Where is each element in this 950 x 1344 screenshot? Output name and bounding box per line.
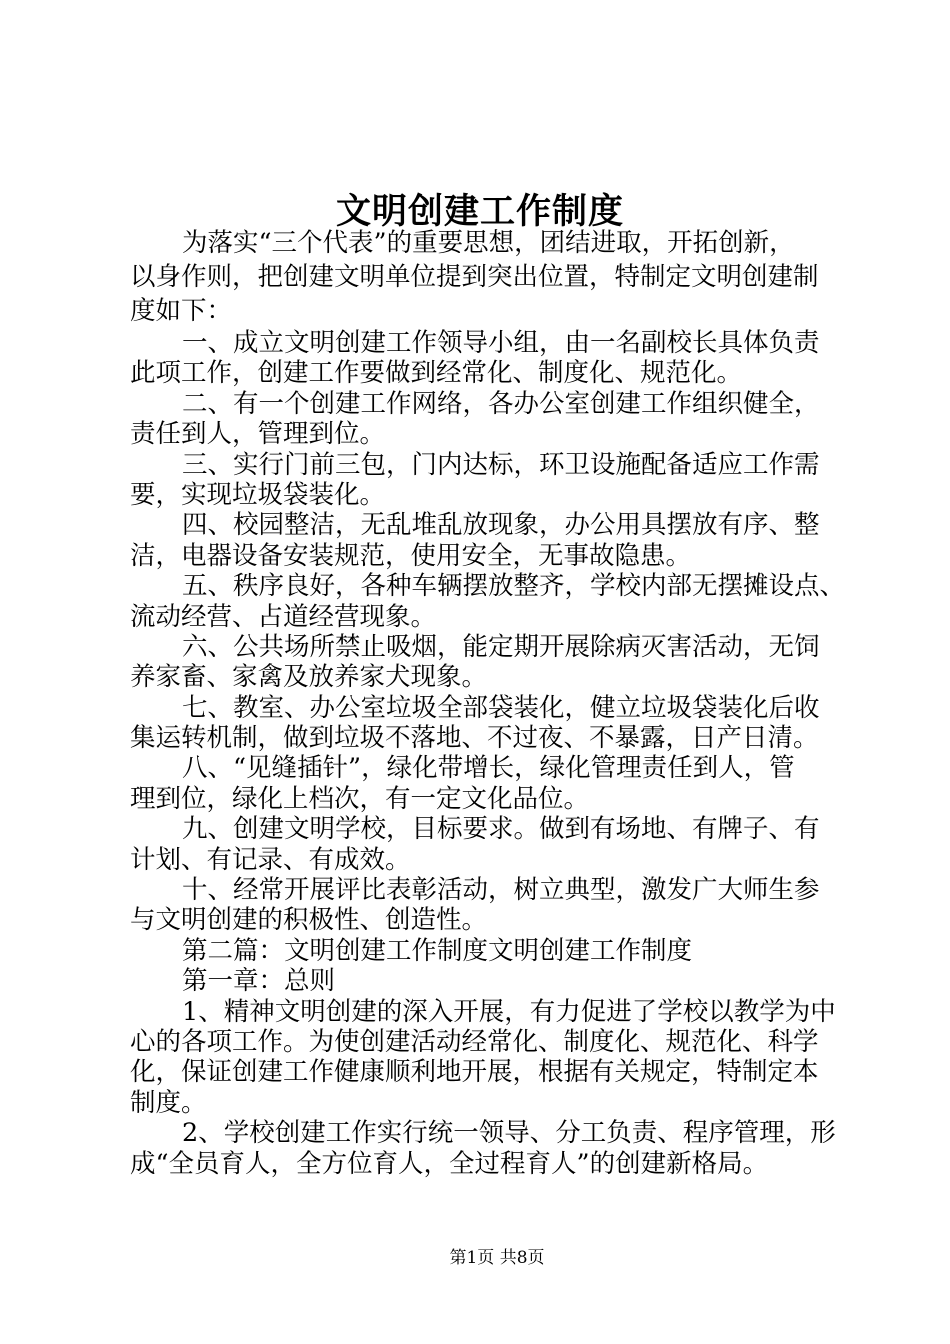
text-line: 养家畜、家禽及放养家犬现象。 (130, 662, 488, 693)
text-line: 洁，电器设备安装规范，使用安全，无事故隐患。 (130, 540, 692, 571)
text-line: 以身作则，把创建文明单位提到突出位置，特制定文明创建制 (130, 262, 819, 292)
paragraph (130, 510, 840, 571)
document-body (130, 226, 846, 1179)
paragraph (130, 632, 840, 693)
paragraph (130, 997, 840, 1119)
paragraph (130, 753, 840, 814)
text-line: 理到位，绿化上档次，有一定文化品位。 (130, 783, 590, 814)
text-line: 为落实“三个代表”的重要思想，团结进取，开拓创新， (182, 228, 795, 258)
text-line: 1、精神文明创建的深入开展，有力促进了学校以教学为中 (182, 996, 836, 1027)
text-line: 五、秩序良好，各种车辆摆放整齐，学校内部无摆摊设点、 (182, 571, 846, 602)
page-footer: 第1页 共8页 (449, 1248, 545, 1268)
text-line: 度如下： (130, 296, 233, 326)
text-line: 与文明创建的积极性、创造性。 (130, 905, 488, 936)
paragraph (130, 936, 840, 966)
text-line: 此项工作，创建工作要做到经常化、制度化、规范化。 (130, 358, 743, 389)
text-line: 四、校园整洁，无乱堆乱放现象，办公用具摆放有序、整 (182, 510, 820, 541)
text-line: 集运转机制，做到垃圾不落地、不过夜、不暴露，日产日清。 (130, 723, 819, 754)
text-line: 计划、有记录、有成效。 (130, 844, 411, 875)
paragraph (130, 450, 840, 511)
text-line: 要，实现垃圾袋装化。 (130, 479, 386, 510)
document-title: 文明创建工作制度 (335, 191, 624, 232)
text-line: 八、“见缝插针”，绿化带增长，绿化管理责任到人，管 (182, 753, 795, 784)
text-line: 九、创建文明学校，目标要求。做到有场地、有牌子、有 (182, 814, 820, 845)
text-line: 成“全员育人，全方位育人，全过程育人”的创建新格局。 (130, 1148, 769, 1179)
paragraph (130, 693, 840, 754)
paragraph (130, 571, 846, 632)
paragraph (130, 966, 840, 996)
text-line: 化，保证创建工作健康顺利地开展，根据有关规定，特制定本 (130, 1057, 819, 1088)
text-line: 七、教室、办公室垃圾全部袋装化，健立垃圾袋装化后收 (182, 692, 820, 723)
paragraph (130, 389, 840, 450)
text-line: 第一章：总则 (182, 966, 336, 997)
paragraph (130, 875, 840, 936)
paragraph (130, 1118, 840, 1179)
text-line: 2、学校创建工作实行统一领导、分工负责、程序管理，形 (182, 1118, 836, 1149)
text-line: 第二篇：文明创建工作制度文明创建工作制度 (182, 935, 693, 966)
text-line: 制度。 (130, 1087, 207, 1118)
text-line: 心的各项工作。为使创建活动经常化、制度化、规范化、科学 (130, 1026, 819, 1057)
text-line: 三、实行门前三包，门内达标，环卫设施配备适应工作需 (182, 449, 820, 480)
text-line: 二、有一个创建工作网络，各办公室创建工作组织健全， (182, 388, 820, 419)
text-line: 流动经营、占道经营现象。 (130, 601, 437, 632)
text-line: 六、公共场所禁止吸烟，能定期开展除病灭害活动，无饲 (182, 631, 820, 662)
text-line: 责任到人，管理到位。 (130, 419, 386, 450)
text-line: 一、成立文明创建工作领导小组，由一名副校长具体负责 (182, 328, 820, 358)
paragraph (130, 328, 840, 389)
text-line: 十、经常开展评比表彰活动，树立典型，激发广大师生参 (182, 875, 820, 906)
paragraph (130, 226, 840, 328)
paragraph (130, 814, 840, 875)
